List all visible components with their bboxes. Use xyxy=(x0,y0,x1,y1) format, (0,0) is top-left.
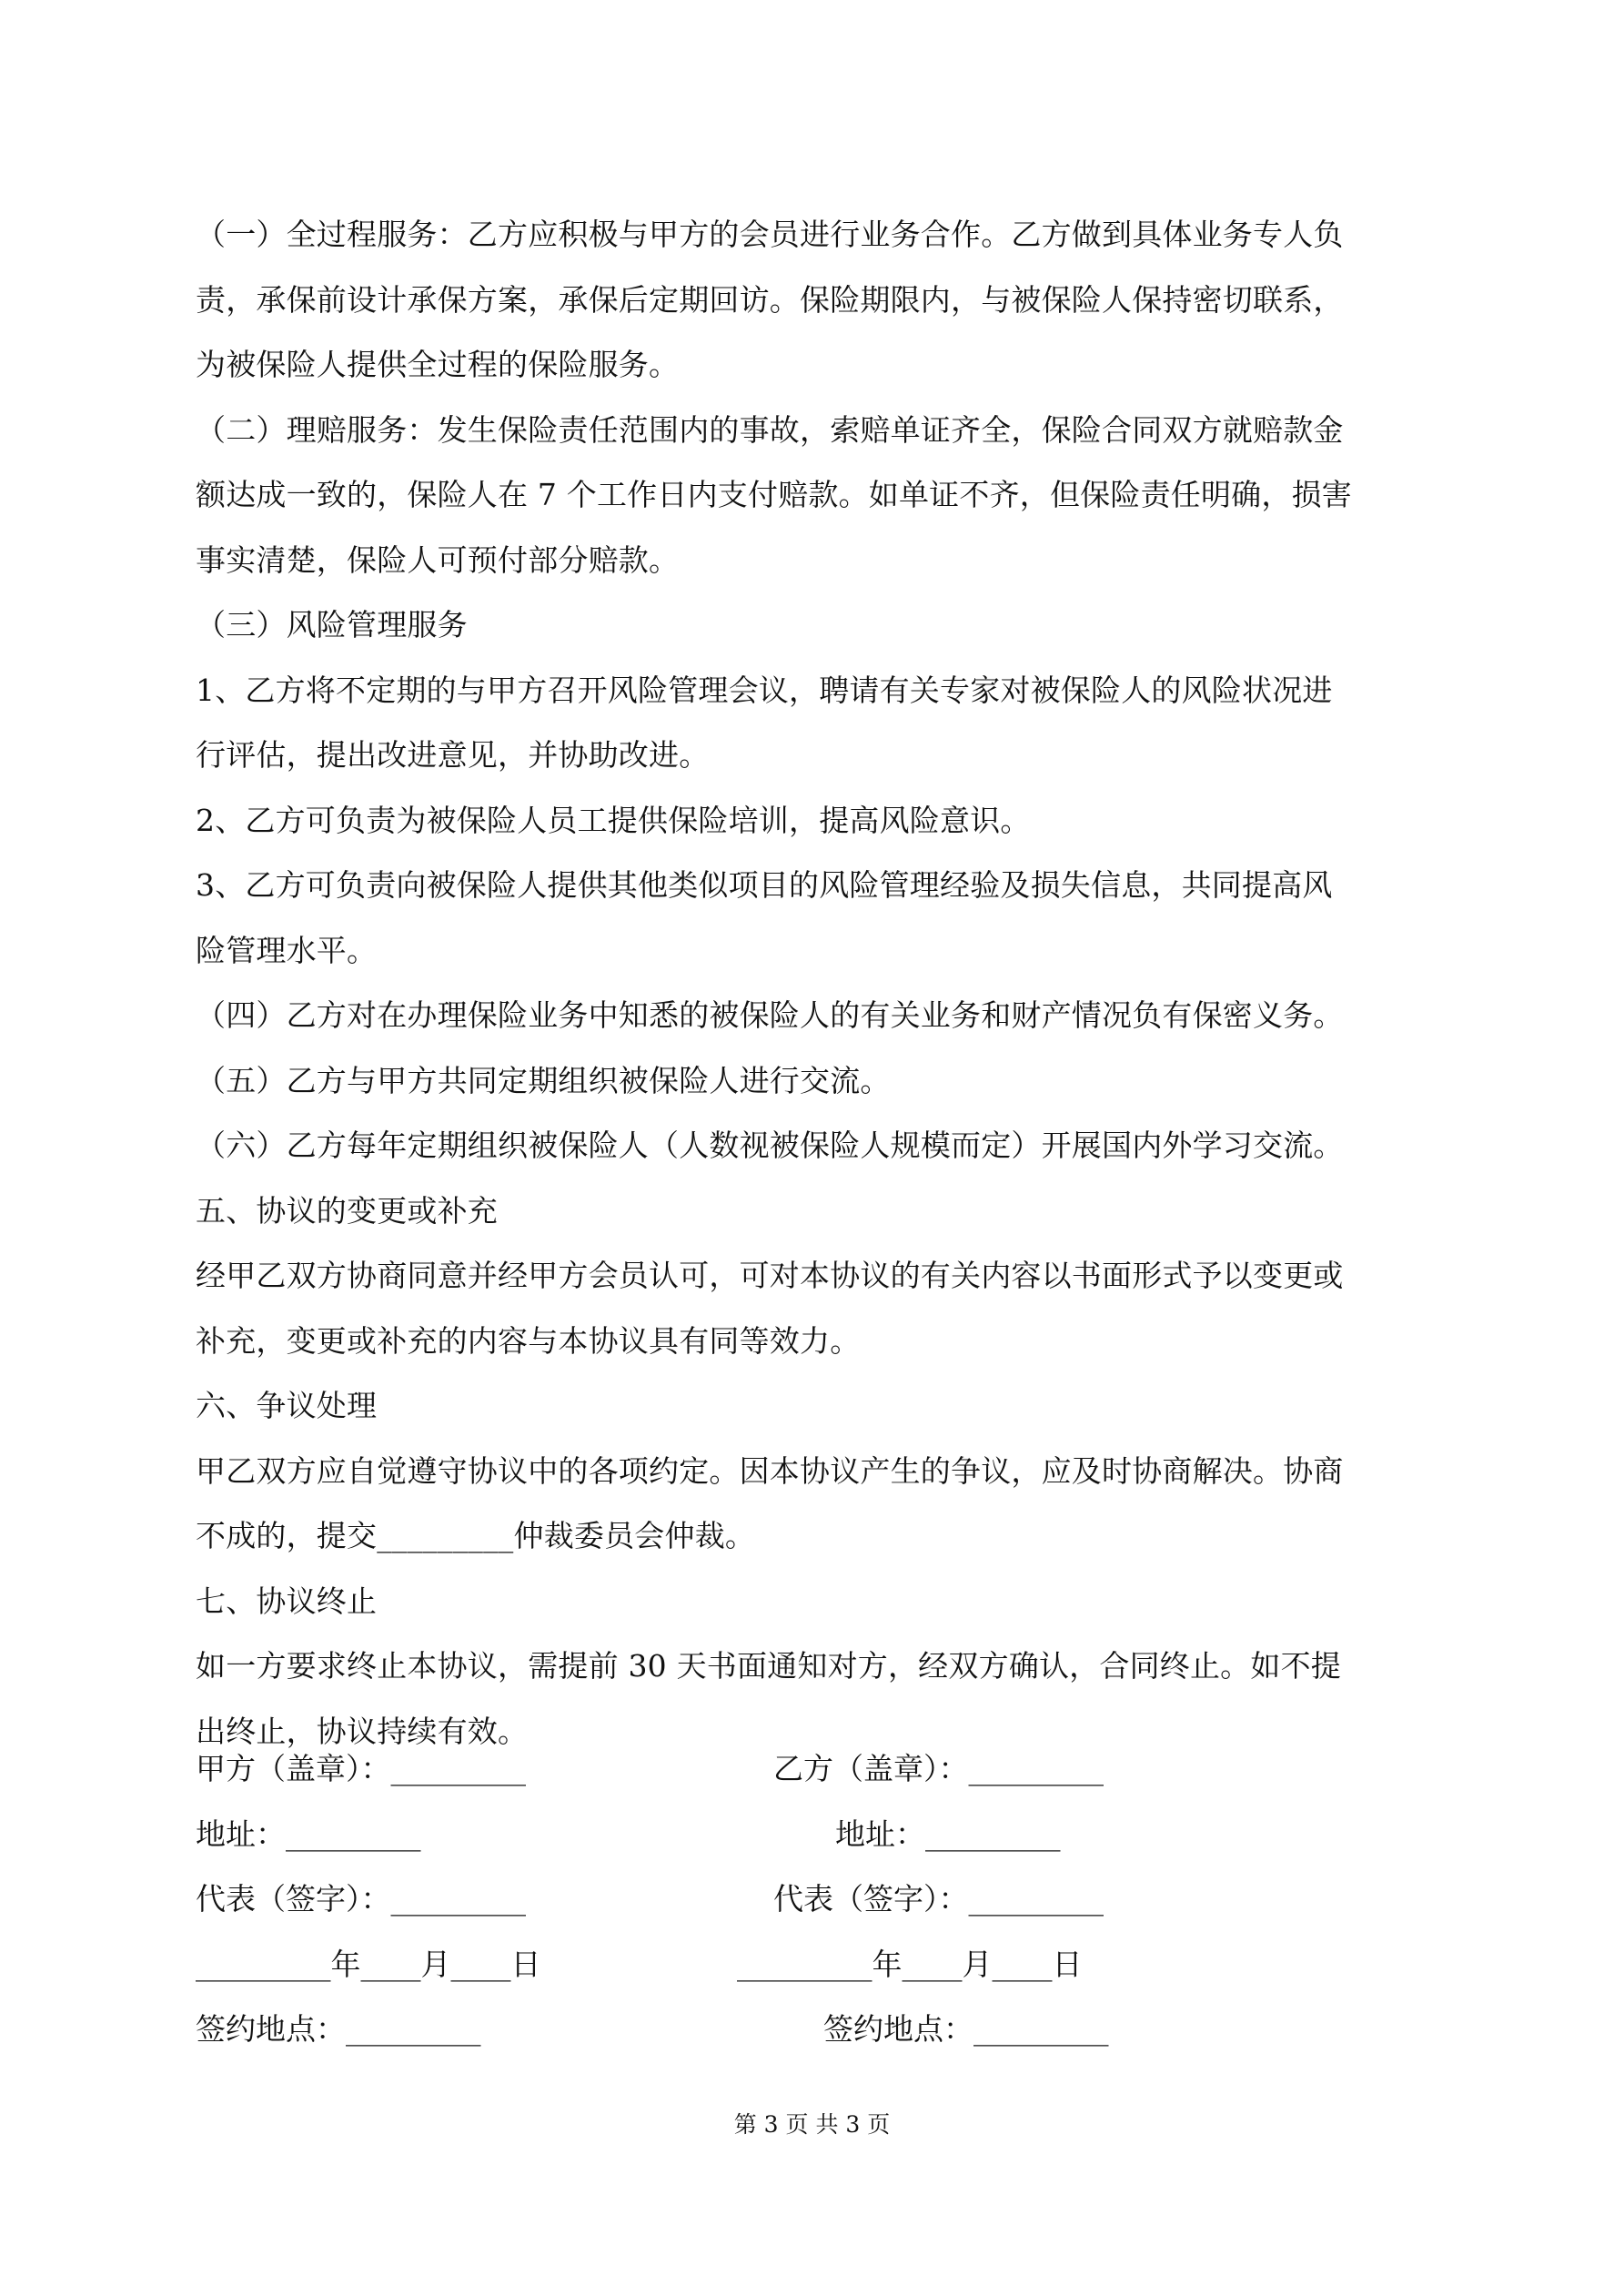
party-a-date-field: _________年____月____日 xyxy=(196,1946,541,1982)
text-line: 如一方要求终止本协议，需提前 30 天书面通知对方，经双方确认，合同终止。如不提 xyxy=(196,1648,1341,1684)
section-heading: 六、争议处理 xyxy=(196,1388,378,1423)
text-line: 事实清楚，保险人可预付部分赔款。 xyxy=(196,541,680,578)
text-line: （四）乙方对在办理保险业务中知悉的被保险人的有关业务和财产情况负有保密义务。 xyxy=(196,997,1344,1033)
text-line: 出终止，协议持续有效。 xyxy=(196,1713,529,1749)
party-b-representative-field: 代表（签字）：_________ xyxy=(773,1881,1104,1917)
party-b-seal-field: 乙方（盖章）：_________ xyxy=(773,1751,1104,1786)
signature-block xyxy=(196,1736,1437,2062)
address-row xyxy=(196,1802,1437,1867)
text-line: 2、乙方可负责为被保险人员工提供保险培训，提高风险意识。 xyxy=(196,802,1031,838)
agreement-body xyxy=(196,202,1437,1764)
section-heading: 七、协议终止 xyxy=(196,1583,378,1619)
representative-row xyxy=(196,1866,1437,1932)
party-a-address-field: 地址：_________ xyxy=(196,1816,421,1852)
text-line: 补充，变更或补充的内容与本协议具有同等效力。 xyxy=(196,1322,861,1359)
text-line: 3、乙方可负责向被保险人提供其他类似项目的风险管理经验及损失信息，共同提高风 xyxy=(196,867,1333,903)
date-row xyxy=(196,1932,1437,1998)
text-line: 责，承保前设计承保方案，承保后定期回访。保险期限内，与被保险人保持密切联系， xyxy=(196,281,1344,318)
party-b-place-field: 签约地点：_________ xyxy=(823,2011,1109,2047)
party-a-representative-field: 代表（签字）：_________ xyxy=(196,1881,526,1917)
text-line: 行评估，提出改进意见，并协助改进。 xyxy=(196,737,710,773)
party-b-date-field: _________年____月____日 xyxy=(737,1946,1083,1982)
page-footer: 第 3 页 共 3 页 xyxy=(733,2111,891,2138)
text-line: 甲乙双方应自觉遵守协议中的各项约定。因本协议产生的争议，应及时协商解决。协商 xyxy=(196,1452,1344,1489)
text-line: 险管理水平。 xyxy=(196,932,378,968)
place-row xyxy=(196,1997,1437,2062)
party-a-seal-field: 甲方（盖章）：_________ xyxy=(196,1751,526,1786)
text-line: 1、乙方将不定期的与甲方召开风险管理会议，聘请有关专家对被保险人的风险状况进 xyxy=(196,672,1333,708)
text-line: 为被保险人提供全过程的保险服务。 xyxy=(196,347,680,382)
party-b-address-field: 地址：_________ xyxy=(835,1816,1061,1852)
text-line: （二）理赔服务：发生保险责任范围内的事故，索赔单证齐全，保险合同双方就赔款金 xyxy=(196,411,1344,448)
section-heading: 五、协议的变更或补充 xyxy=(196,1192,498,1229)
text-line: （一）全过程服务：乙方应积极与甲方的会员进行业务合作。乙方做到具体业务专人负 xyxy=(196,217,1344,252)
party-a-place-field: 签约地点：_________ xyxy=(196,2011,481,2047)
text-line: （五）乙方与甲方共同定期组织被保险人进行交流。 xyxy=(196,1062,891,1098)
seal-row xyxy=(196,1736,1437,1802)
text-line: （六）乙方每年定期组织被保险人（人数视被保险人规模而定）开展国内外学习交流。 xyxy=(196,1128,1344,1163)
text-line: 不成的，提交_________仲裁委员会仲裁。 xyxy=(196,1518,756,1553)
text-line: 额达成一致的，保险人在 7 个工作日内支付赔款。如单证不齐，但保险责任明确，损害 xyxy=(196,477,1352,512)
text-line: 经甲乙双方协商同意并经甲方会员认可，可对本协议的有关内容以书面形式予以变更或 xyxy=(196,1258,1344,1293)
section-heading: （三）风险管理服务 xyxy=(196,607,468,642)
